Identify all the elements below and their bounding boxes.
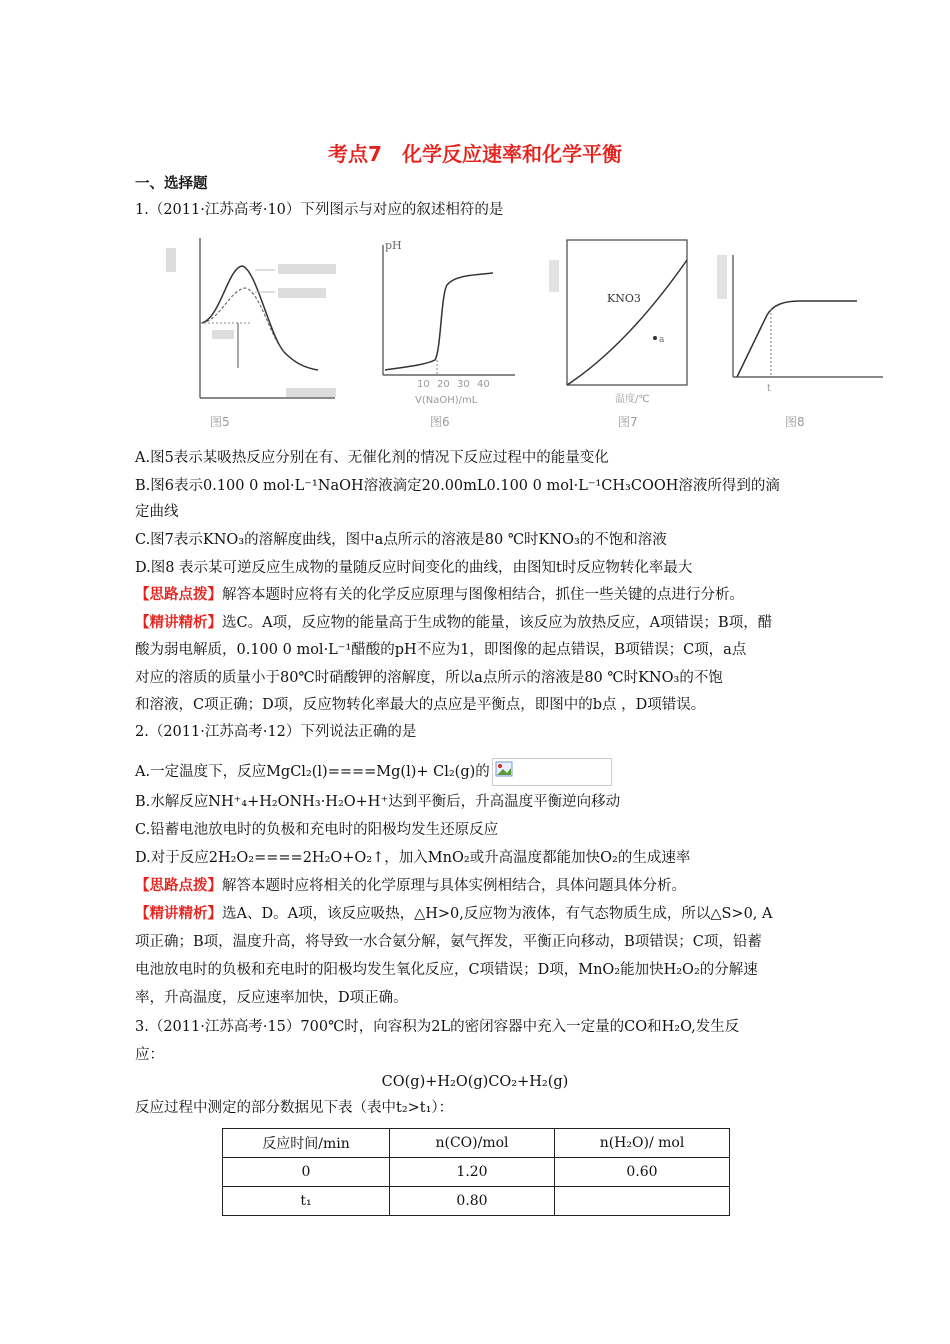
q1-analysis-tag: 【精讲精析】 xyxy=(135,614,222,631)
f6-tick-20: 20 xyxy=(437,379,450,390)
table-cell: 1.20 xyxy=(390,1158,555,1187)
figure-5 xyxy=(160,228,350,428)
q1-option-d: D.图8 表示某可逆反应生成物的量随反应时间变化的曲线，由图知t时反应物转化率最大 xyxy=(135,560,693,576)
f7-point-a: a xyxy=(659,335,665,345)
table-header: 反应时间/min xyxy=(223,1129,390,1158)
q3-table-intro: 反应过程中测定的部分数据见下表（表中t₂>t₁）： xyxy=(135,1100,454,1116)
f6-tick-30: 30 xyxy=(457,379,470,390)
q2-analysis-2: 项正确；B项，温度升高，将导致一水合氨分解，氨气挥发，平衡正向移动，B项错误；C项，铅蓄 xyxy=(135,934,762,950)
f6-xlabel: V(NaOH)/mL xyxy=(415,395,478,406)
data-table xyxy=(222,1128,730,1216)
q1-option-c: C.图7表示KNO₃的溶解度曲线，图中a点所示的溶液是80 ℃时KNO₃的不饱和溶液 xyxy=(135,532,667,548)
table-row xyxy=(223,1158,730,1187)
q2-hint-tag: 【思路点拨】 xyxy=(135,877,222,894)
q2-option-b: B.水解反应NH⁺₄+H₂ONH₃·H₂O+H⁺达到平衡后，升高温度平衡逆向移动 xyxy=(135,794,621,810)
f6-ylabel: pH xyxy=(385,239,402,252)
q2-analysis-1: 选A、D。A项，该反应吸热，△H>0,反应物为液体，有气态物质生成，所以△S>0, A xyxy=(222,906,773,922)
section-heading: 一、选择题 xyxy=(135,176,208,192)
q1-option-a: A.图5表示某吸热反应分别在有、无催化剂的情况下反应过程中的能量变化 xyxy=(135,450,609,466)
f7-xlabel: 温度/℃ xyxy=(615,394,650,405)
table-cell: 0.60 xyxy=(555,1158,730,1187)
figure-5-caption: 图5 xyxy=(210,415,230,429)
q1-analysis-3: 对应的溶质的质量小于80℃时硝酸钾的溶解度，所以a点所示的溶液是80 ℃时KNO₃的不饱 xyxy=(135,670,723,686)
table-cell: t₁ xyxy=(223,1187,390,1216)
figure-8 xyxy=(715,245,890,405)
f6-tick-10: 10 xyxy=(417,379,430,390)
table-cell xyxy=(555,1187,730,1216)
q2-option-c: C.铅蓄电池放电时的负极和充电时的阳极均发生还原反应 xyxy=(135,822,499,838)
q2-analysis-3: 电池放电时的负极和充电时的阳极均发生氧化反应，C项错误；D项，MnO₂能加快H₂O₂的分解速 xyxy=(135,962,758,978)
f8-xlabel-t: t xyxy=(767,383,771,394)
figure-7 xyxy=(545,230,705,410)
table-header: n(CO)/mol xyxy=(390,1129,555,1158)
q1-analysis-2: 酸为弱电解质，0.100 0 mol·L⁻¹醋酸的pH不应为1，即图像的起点错误，B项错误；C项，a点 xyxy=(135,642,747,658)
table-header: n(H₂O)/ mol xyxy=(555,1129,730,1158)
q1-analysis-4: 和溶液，C项正确；D项，反应物转化率最大的点应是平衡点，即图中的b点 ，D项错误。 xyxy=(135,697,706,713)
table-cell: 0 xyxy=(223,1158,390,1187)
q1-analysis-1: 选C。A项，反应物的能量高于生成物的能量，该反应为放热反应，A项错误；B项，醋 xyxy=(222,615,773,631)
broken-image xyxy=(492,758,612,786)
q1-option-b: B.图6表示0.100 0 mol·L⁻¹NaOH溶液滴定20.00mL0.100 0 mol·L⁻¹CH₃COOH溶液所得到的滴 xyxy=(135,478,780,494)
q1-hint-tag: 【思路点拨】 xyxy=(135,586,222,603)
q2-analysis-tag: 【精讲精析】 xyxy=(135,905,222,922)
table-cell: 0.80 xyxy=(390,1187,555,1216)
q2-stem: 2.（2011·江苏高考·12）下列说法正确的是 xyxy=(135,724,417,740)
q3-stem-cont: 应： xyxy=(135,1047,164,1063)
figure-6-caption: 图6 xyxy=(430,415,450,429)
q3-stem: 3.（2011·江苏高考·15）700℃时，向容积为2L的密闭容器中充入一定量的CO和H₂O,发生反 xyxy=(135,1019,740,1035)
q2-option-a: A.一定温度下，反应MgCl₂(l)====Mg(l)+ Cl₂(g)的 xyxy=(135,764,490,780)
figure-8-caption: 图8 xyxy=(785,415,805,429)
q2-analysis-4: 率，升高温度，反应速率加快，D项正确。 xyxy=(135,990,408,1006)
table-row xyxy=(223,1187,730,1216)
table-header-row xyxy=(223,1129,730,1158)
f6-tick-40: 40 xyxy=(477,379,490,390)
page-title: 考点7 化学反应速率和化学平衡 xyxy=(328,142,622,166)
q2-hint: 解答本题时应将相关的化学原理与具体实例相结合，具体问题具体分析。 xyxy=(222,878,686,894)
figure-6 xyxy=(365,235,525,415)
figure-7-caption: 图7 xyxy=(618,415,638,429)
q2-option-d: D.对于反应2H₂O₂====2H₂O+O₂↑，加入MnO₂或升高温度都能加快O₂的生成速率 xyxy=(135,850,691,866)
f7-kno3-label: KNO3 xyxy=(607,292,641,305)
q3-equation: CO(g)+H₂O(g)CO₂+H₂(g) xyxy=(381,1074,569,1090)
q1-option-b-cont: 定曲线 xyxy=(135,504,179,520)
q1-stem: 1.（2011·江苏高考·10）下列图示与对应的叙述相符的是 xyxy=(135,202,504,218)
q1-hint: 解答本题时应将有关的化学反应原理与图像相结合，抓住一些关键的点进行分析。 xyxy=(222,587,744,603)
